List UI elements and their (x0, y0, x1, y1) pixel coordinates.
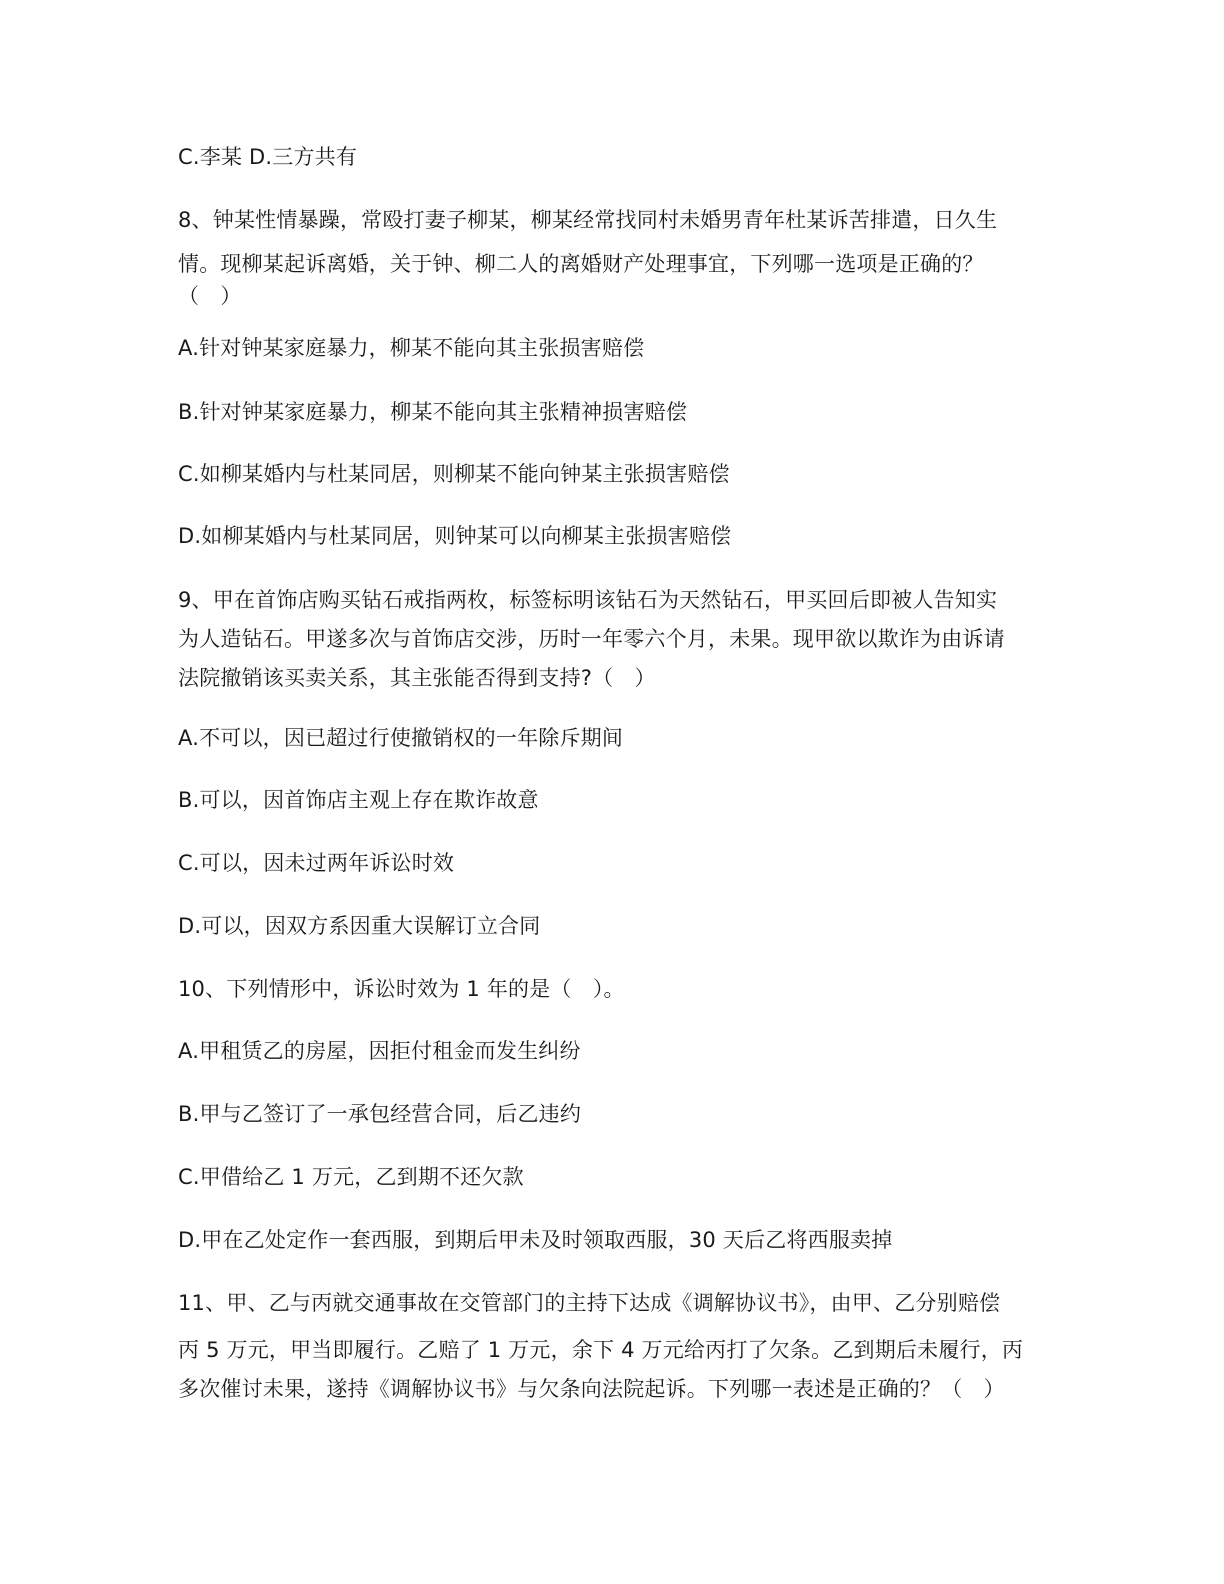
question-9-option-b: B.可以，因首饰店主观上存在欺诈故意 (178, 788, 539, 812)
question-8-option-d: D.如柳某婚内与杜某同居，则钟某可以向柳某主张损害赔偿 (178, 524, 732, 548)
question-8-line-3: （ ） (178, 284, 242, 308)
question-10-line-1: 10、下列情形中，诉讼时效为 1 年的是（ ）。 (178, 977, 625, 1001)
question-9-option-a: A.不可以，因已超过行使撤销权的一年除斥期间 (178, 726, 624, 750)
question-9-option-c: C.可以，因未过两年诉讼时效 (178, 851, 455, 875)
question-11-line-1: 11、甲、乙与丙就交通事故在交管部门的主持下达成《调解协议书》，由甲、乙分别赔偿 (178, 1291, 1001, 1315)
question-9-option-d: D.可以，因双方系因重大误解订立合同 (178, 914, 541, 938)
question-10-option-c: C.甲借给乙 1 万元，乙到期不还欠款 (178, 1165, 524, 1189)
option-line: C.李某 D.三方共有 (178, 145, 358, 169)
question-8-line-1: 8、钟某性情暴躁，常殴打妻子柳某，柳某经常找同村未婚男青年杜某诉苦排遣，日久生 (178, 208, 998, 232)
question-9-line-2: 为人造钻石。甲遂多次与首饰店交涉，历时一年零六个月，未果。现甲欲以欺诈为由诉请 (178, 627, 1005, 651)
question-10-option-d: D.甲在乙处定作一套西服，到期后甲未及时领取西服，30 天后乙将西服卖掉 (178, 1228, 893, 1252)
question-8-option-c: C.如柳某婚内与杜某同居，则柳某不能向钟某主张损害赔偿 (178, 462, 730, 486)
question-8-option-a: A.针对钟某家庭暴力，柳某不能向其主张损害赔偿 (178, 336, 645, 360)
question-10-option-b: B.甲与乙签订了一承包经营合同，后乙违约 (178, 1102, 582, 1126)
question-11-line-2: 丙 5 万元，甲当即履行。乙赔了 1 万元，余下 4 万元给丙打了欠条。乙到期后未履行，丙 (178, 1338, 1024, 1362)
question-9-line-1: 9、甲在首饰店购买钻石戒指两枚，标签标明该钻石为天然钻石，甲买回后即被人告知实 (178, 588, 998, 612)
question-10-option-a: A.甲租赁乙的房屋，因拒付租金而发生纠纷 (178, 1039, 581, 1063)
question-8-line-2: 情。现柳某起诉离婚，关于钟、柳二人的离婚财产处理事宜，下列哪一选项是正确的？ (178, 252, 984, 276)
question-11-line-3: 多次催讨未果，遂持《调解协议书》与欠条向法院起诉。下列哪一表述是正确的？（ ） (178, 1377, 1005, 1401)
question-8-option-b: B.针对钟某家庭暴力，柳某不能向其主张精神损害赔偿 (178, 400, 688, 424)
question-9-line-3: 法院撤销该买卖关系，其主张能否得到支持?（ ） (178, 666, 656, 690)
